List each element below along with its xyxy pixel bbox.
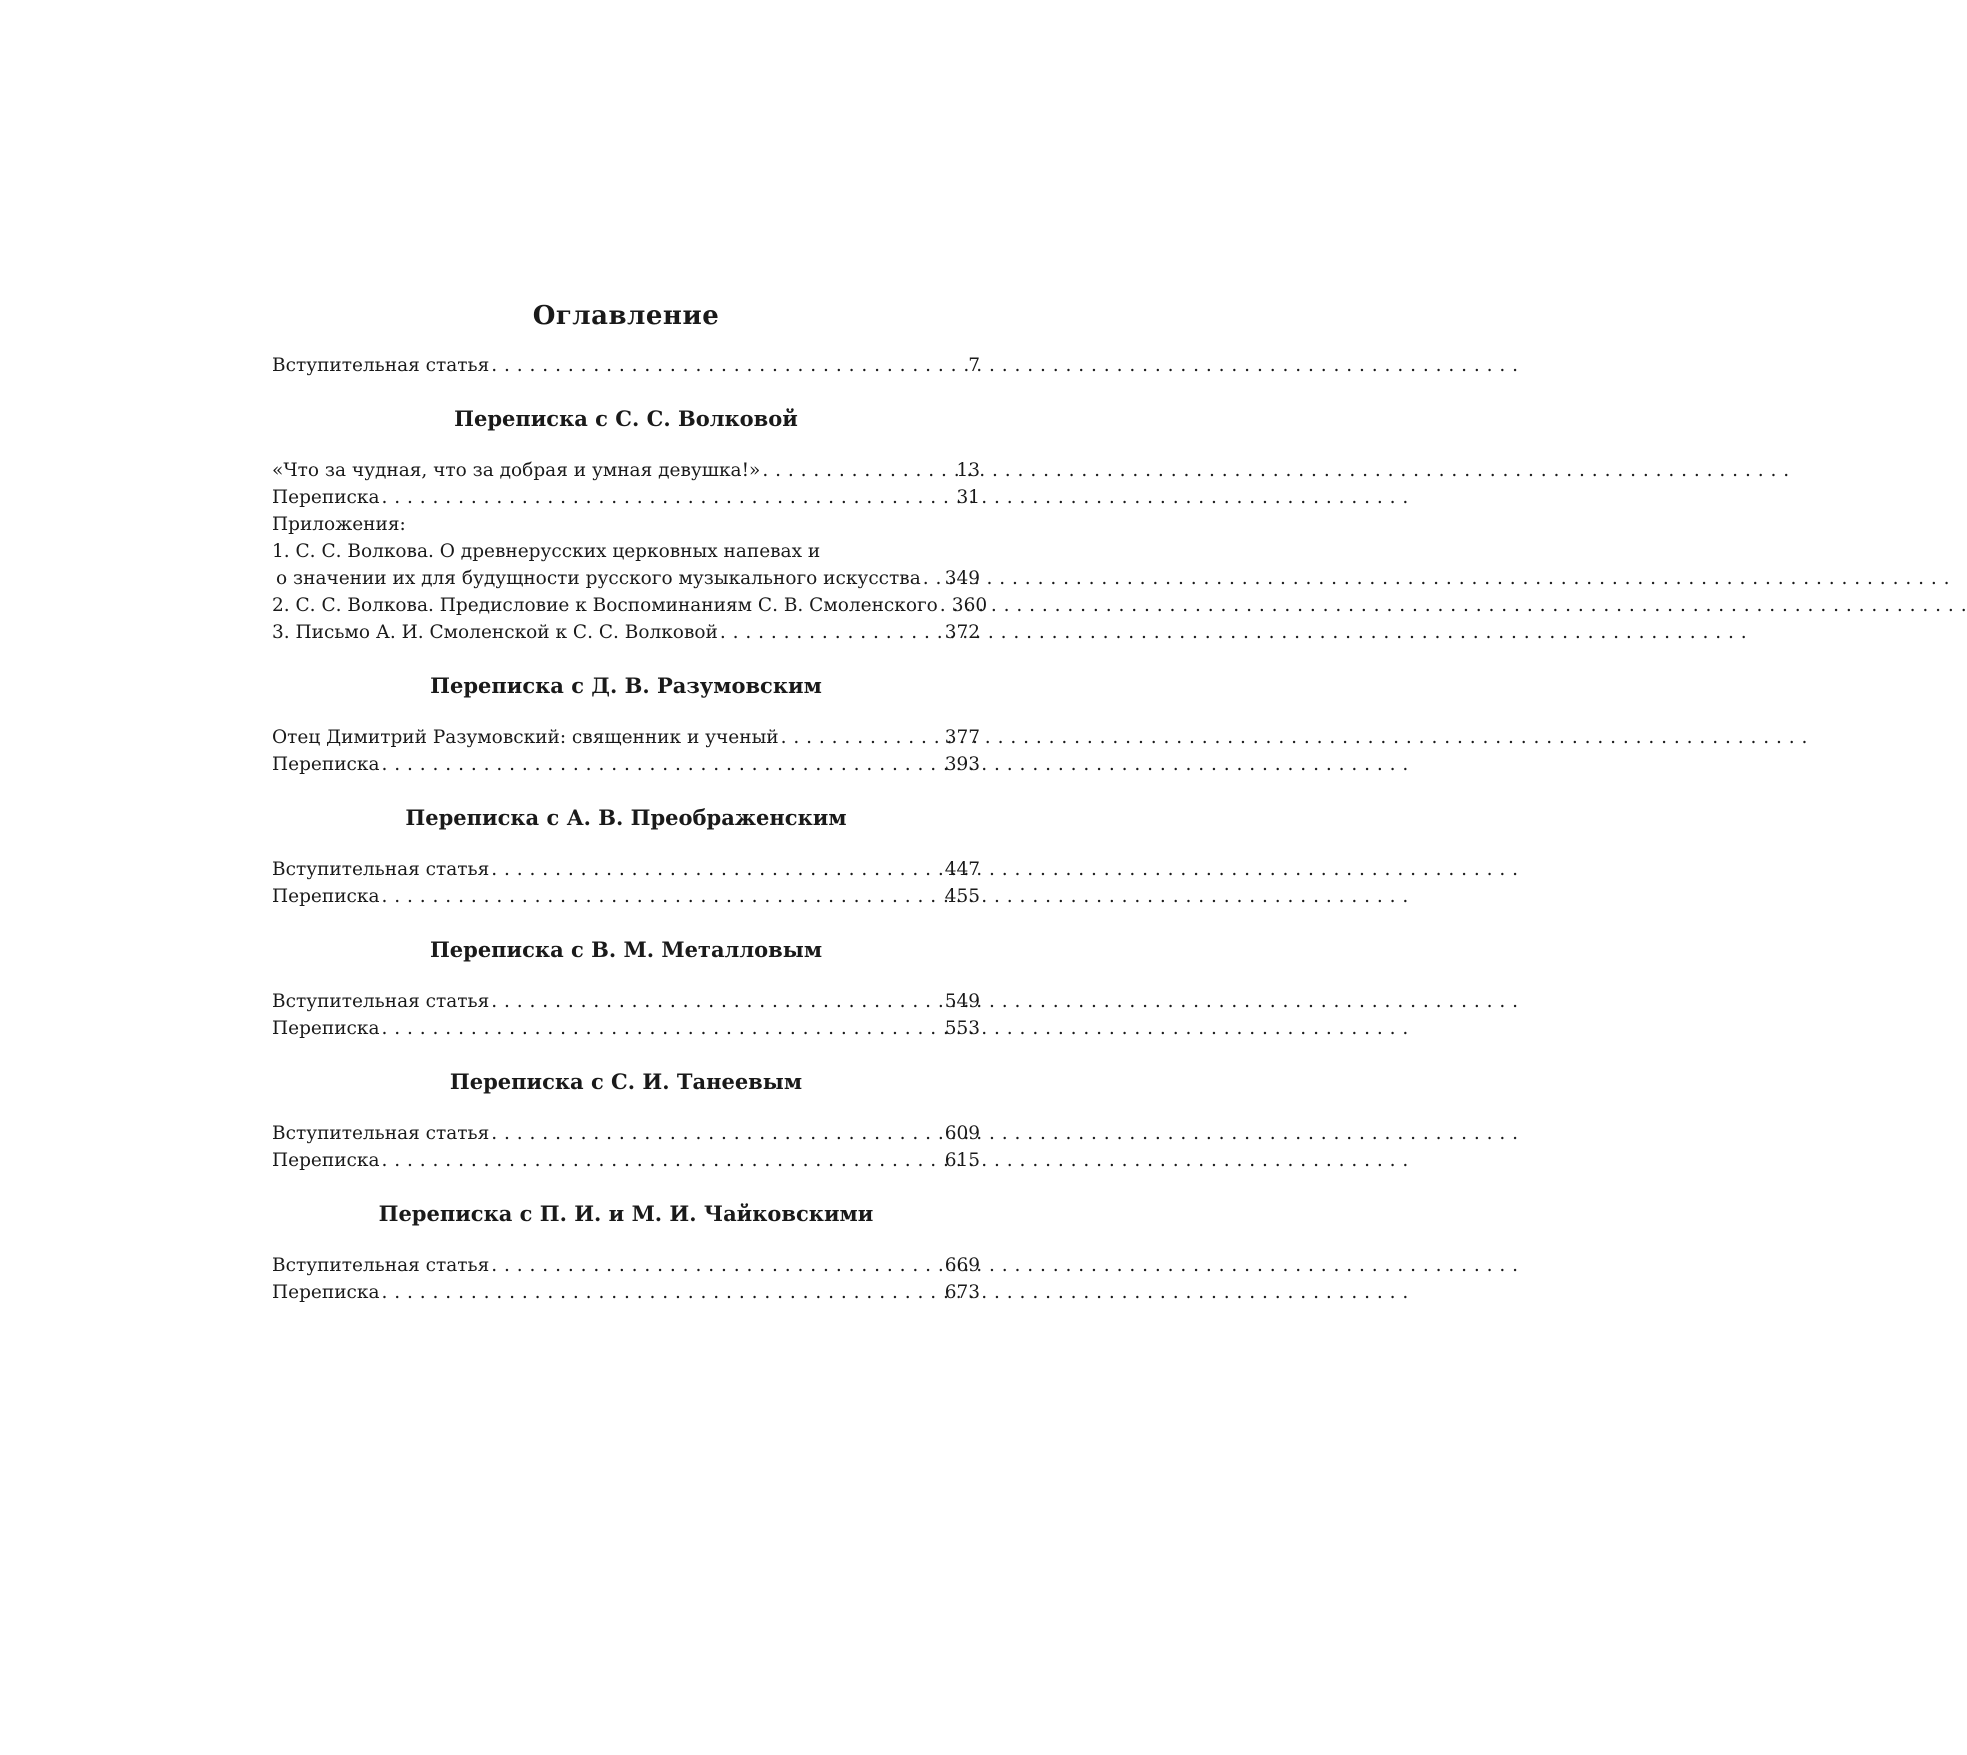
leader-dots (491, 856, 942, 883)
toc-entry-page: 673 (944, 1282, 980, 1303)
toc-entry[interactable] (272, 1015, 980, 1042)
toc-entry-label: Переписка (272, 754, 380, 775)
toc-entry[interactable] (272, 1279, 980, 1306)
toc-entry-label: Переписка (272, 1282, 380, 1303)
leader-dots (923, 565, 943, 592)
appendix-item[interactable] (272, 619, 980, 646)
toc-entry[interactable] (272, 1147, 980, 1174)
section-heading-metallov: Переписка с В. М. Металловым (429, 937, 823, 962)
toc-entry[interactable] (272, 1252, 980, 1279)
toc-entry-page: 31 (956, 487, 980, 508)
section-heading-volkova: Переписка с С. С. Волковой (454, 406, 798, 431)
appendix-label: Приложения: (272, 514, 406, 535)
toc-entry-page: 553 (944, 1018, 980, 1039)
leader-dots (382, 1015, 943, 1042)
table-of-contents (272, 298, 988, 1306)
leader-dots (781, 724, 943, 751)
toc-entry-page: 393 (944, 754, 980, 775)
toc-entry[interactable] (272, 883, 980, 910)
toc-entry-page: 377 (944, 727, 980, 748)
toc-entry-label: Вступительная статья (272, 859, 490, 880)
toc-entry-label: Переписка (272, 1150, 380, 1171)
toc-entry-label: 2. С. С. Волкова. Предисловие к Воспоминаниям С. В. Смоленского (272, 595, 938, 616)
toc-entry-page: 7 (968, 355, 980, 376)
toc-entry-label: «Что за чудная, что за добрая и умная девушка!» (272, 460, 761, 481)
page-title: Оглавление (532, 301, 720, 331)
leader-dots (720, 619, 943, 646)
section-heading-preobrazhensky: Переписка с А. В. Преображенским (405, 805, 847, 830)
toc-entry-label: о значении их для будущности русского музыкального искусства (276, 568, 921, 589)
toc-entry-label: Переписка (272, 886, 380, 907)
section-heading-taneyev: Переписка с С. И. Танеевым (449, 1069, 803, 1094)
toc-entry[interactable] (272, 751, 980, 778)
appendix-item[interactable] (272, 592, 988, 619)
leader-dots (382, 484, 955, 511)
leader-dots (382, 1279, 943, 1306)
toc-entry-page: 609 (944, 1123, 980, 1144)
leader-dots (762, 457, 954, 484)
leader-dots (940, 592, 950, 619)
toc-entry-intro[interactable] (272, 352, 980, 379)
toc-entry-label: Отец Димитрий Разумовский: священник и ученый (272, 727, 779, 748)
toc-entry-label: Вступительная статья (272, 1123, 490, 1144)
toc-entry[interactable] (272, 856, 980, 883)
toc-entry-page: 447 (944, 859, 980, 880)
toc-entry-label: Вступительная статья (272, 1255, 490, 1276)
toc-entry-page: 372 (944, 622, 980, 643)
toc-entry-label: Вступительная статья (272, 355, 490, 376)
section-heading-razumovsky: Переписка с Д. В. Разумовским (430, 673, 822, 698)
toc-entry-label: Вступительная статья (272, 991, 490, 1012)
leader-dots (382, 1147, 943, 1174)
section-heading-tchaikovsky: Переписка с П. И. и М. И. Чайковскими (378, 1201, 874, 1226)
toc-entry-page: 669 (944, 1255, 980, 1276)
leader-dots (491, 988, 942, 1015)
toc-entry-page: 455 (944, 886, 980, 907)
leader-dots (382, 751, 943, 778)
toc-entry-page: 349 (944, 568, 980, 589)
toc-entry-label: Переписка (272, 487, 380, 508)
toc-entry[interactable] (272, 724, 980, 751)
toc-entry[interactable] (272, 1120, 980, 1147)
leader-dots (382, 883, 943, 910)
appendix-item-1-line-2[interactable] (272, 565, 980, 592)
toc-entry[interactable] (272, 457, 980, 484)
toc-entry-page: 360 (951, 595, 988, 616)
toc-entry-page: 615 (944, 1150, 980, 1171)
toc-entry-label: Переписка (272, 1018, 380, 1039)
leader-dots (491, 352, 966, 379)
leader-dots (491, 1252, 942, 1279)
toc-entry-page: 549 (944, 991, 980, 1012)
toc-entry-page: 13 (956, 460, 980, 481)
appendix-item-1-line-1[interactable]: 1. С. С. Волкова. О древнерусских церковных напевах и (272, 541, 821, 562)
toc-entry[interactable] (272, 484, 980, 511)
toc-entry-label: 3. Письмо А. И. Смоленской к С. С. Волковой (272, 622, 718, 643)
leader-dots (491, 1120, 942, 1147)
toc-entry[interactable] (272, 988, 980, 1015)
